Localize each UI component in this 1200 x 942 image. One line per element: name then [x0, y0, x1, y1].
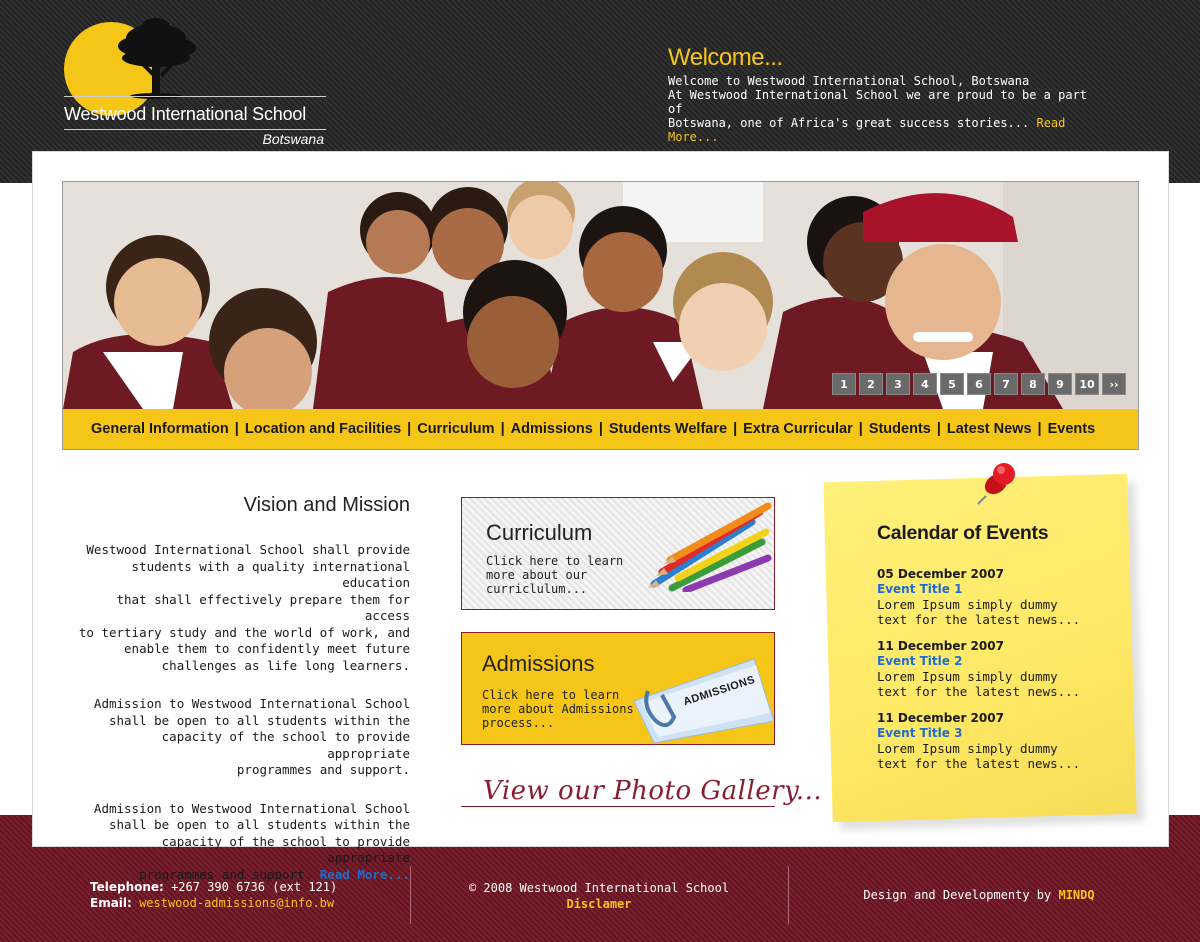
tree-icon	[110, 16, 202, 100]
nav-students-welfare[interactable]: Students Welfare	[608, 421, 728, 437]
curriculum-promo[interactable]	[461, 497, 775, 610]
banner-pager	[832, 373, 1126, 395]
nav-separator: |	[858, 421, 863, 437]
promo-line: process...	[482, 716, 555, 730]
welcome-line-text: Botswana, one of Africa's great success stories...	[668, 116, 1030, 130]
nav-separator: |	[598, 421, 603, 437]
vision-line: challenges as life long learners.	[161, 657, 410, 673]
curriculum-promo-title: Curriculum	[486, 520, 593, 545]
event-text-line: text for the latest news...	[877, 684, 1081, 699]
logo-subtitle: Botswana	[262, 131, 324, 147]
footer-divider	[788, 866, 789, 924]
photo-gallery-text: View our Photo Gallery...	[483, 776, 823, 806]
admission-line: capacity of the school to provide appropriate	[161, 833, 410, 865]
admissions-folder-label: ADMISSIONS	[681, 673, 757, 709]
pager-page-8[interactable]: 8	[1021, 373, 1045, 395]
curriculum-promo-text	[486, 554, 636, 596]
admission-line: programmes and support.	[236, 762, 410, 777]
event-text	[877, 669, 1117, 699]
colored-pencils-icon	[642, 502, 772, 592]
nav-separator: |	[733, 421, 738, 437]
pager-page-7[interactable]: 7	[994, 373, 1018, 395]
welcome-text	[668, 74, 1108, 144]
footer-credit	[790, 887, 1168, 903]
nav-separator: |	[407, 421, 412, 437]
event-text-line: text for the latest news...	[877, 612, 1081, 627]
promo-line: more about our	[486, 568, 588, 582]
vision-paragraph	[74, 542, 410, 674]
welcome-line: At Westwood International School we are proud to be a part of	[668, 88, 1088, 116]
nav-separator: |	[500, 421, 505, 437]
welcome-line	[668, 116, 1108, 144]
school-logo[interactable]	[60, 14, 330, 150]
footer-telephone	[90, 879, 337, 895]
vision-mission-section	[74, 494, 410, 883]
welcome-section	[668, 44, 1168, 144]
nav-students[interactable]: Students	[868, 421, 931, 437]
footer-contact	[90, 879, 337, 911]
main-nav	[63, 409, 1138, 449]
admissions-promo-title: Admissions	[482, 651, 595, 676]
promo-line: curriclulum...	[486, 582, 588, 596]
telephone-value: +267 390 6736 (ext 121)	[171, 880, 338, 894]
event-text-line: Lorem Ipsum simply dummy	[877, 741, 1058, 756]
event-text-line: text for the latest news...	[877, 756, 1081, 771]
nav-curriculum[interactable]: Curriculum	[417, 421, 495, 437]
vision-line: students with a quality international education	[131, 558, 410, 590]
email-label: Email:	[90, 896, 132, 910]
nav-location-facilities[interactable]: Location and Facilities	[244, 421, 402, 437]
event-date: 05 December 2007	[877, 567, 1004, 581]
nav-separator: |	[936, 421, 941, 437]
email-link[interactable]: westwood-admissions@info.bw	[139, 896, 335, 910]
pager-page-10[interactable]: 10	[1075, 373, 1099, 395]
pager-page-4[interactable]: 4	[913, 373, 937, 395]
nav-separator: |	[1037, 421, 1042, 437]
logo-school-name: Westwood International School	[64, 104, 307, 124]
telephone-label: Telephone:	[90, 880, 164, 894]
vision-title: Vision and Mission	[243, 494, 410, 516]
disclaimer-link[interactable]: Disclamer	[566, 897, 632, 911]
pager-page-5[interactable]: 5	[940, 373, 964, 395]
admission-paragraph	[74, 801, 410, 884]
photo-gallery-underline	[461, 806, 775, 807]
nav-extra-curricular[interactable]: Extra Curricular	[743, 421, 853, 437]
admissions-promo-text	[482, 688, 652, 730]
calendar-event	[877, 711, 1117, 771]
pager-page-6[interactable]: 6	[967, 373, 991, 395]
photo-gallery-link[interactable]	[461, 776, 823, 810]
welcome-line: Welcome to Westwood International School, Botswana	[668, 74, 1030, 88]
logo-rule	[64, 96, 326, 97]
footer-copyright	[410, 880, 788, 912]
calendar-event	[877, 567, 1117, 627]
event-date: 11 December 2007	[877, 639, 1004, 653]
calendar-title: Calendar of Events	[877, 522, 1049, 544]
nav-events[interactable]: Events	[1047, 421, 1096, 437]
footer-email	[90, 895, 337, 911]
banner	[62, 181, 1139, 450]
credit-text: Design and Developmenty by	[863, 888, 1052, 902]
calendar-event	[877, 639, 1117, 699]
logo-rule	[64, 129, 326, 130]
nav-separator: |	[234, 421, 239, 437]
admissions-promo[interactable]	[461, 632, 775, 745]
event-title-link[interactable]: Event Title 2	[877, 654, 963, 668]
vision-line: Westwood International School shall provide	[86, 542, 410, 557]
admission-line: shall be open to all students within the	[108, 712, 410, 728]
pager-next-button[interactable]: ››	[1102, 373, 1126, 395]
promo-line: more about Admissions	[482, 702, 634, 716]
pager-page-3[interactable]: 3	[886, 373, 910, 395]
admission-line: capacity of the school to provide appropriate	[161, 729, 410, 761]
copyright-text: © 2008 Westwood International School	[468, 881, 730, 895]
pager-page-2[interactable]: 2	[859, 373, 883, 395]
mindq-link[interactable]: MINDQ	[1058, 888, 1095, 902]
vision-line: enable them to confidently meet future	[124, 641, 410, 656]
event-text-line: Lorem Ipsum simply dummy	[877, 597, 1058, 612]
event-title-link[interactable]: Event Title 3	[877, 726, 963, 740]
event-title-link[interactable]: Event Title 1	[877, 582, 963, 596]
admission-line: Admission to Westwood International School	[93, 696, 410, 711]
vision-line: to tertiary study and the world of work, and	[78, 624, 410, 640]
welcome-title: Welcome...	[668, 44, 783, 71]
vision-line: that shall effectively prepare them for access	[116, 591, 410, 623]
admission-line: Admission to Westwood International School	[93, 800, 410, 816]
pushpin-icon	[972, 458, 1022, 508]
pager-page-9[interactable]: 9	[1048, 373, 1072, 395]
nav-general-information[interactable]: General Information	[91, 421, 229, 437]
event-text-line: Lorem Ipsum simply dummy	[877, 669, 1058, 684]
admission-paragraph	[74, 696, 410, 779]
admission-line-text: programmes and support.	[139, 866, 313, 882]
pager-page-1[interactable]: 1	[832, 373, 856, 395]
event-text	[877, 597, 1117, 627]
calendar-of-events	[877, 522, 1117, 771]
admission-line: shall be open to all students within the	[108, 817, 410, 832]
nav-latest-news[interactable]: Latest News	[946, 421, 1032, 437]
promo-line: Click here to learn	[482, 688, 620, 702]
promo-line: Click here to learn	[486, 554, 624, 568]
admissions-folder-art	[634, 651, 774, 743]
welcome-read-more-link[interactable]: Read More...	[668, 116, 1066, 144]
vision-read-more-link[interactable]: Read More...	[319, 866, 410, 882]
event-text	[877, 741, 1117, 771]
nav-admissions[interactable]: Admissions	[510, 421, 593, 437]
event-date: 11 December 2007	[877, 711, 1004, 725]
